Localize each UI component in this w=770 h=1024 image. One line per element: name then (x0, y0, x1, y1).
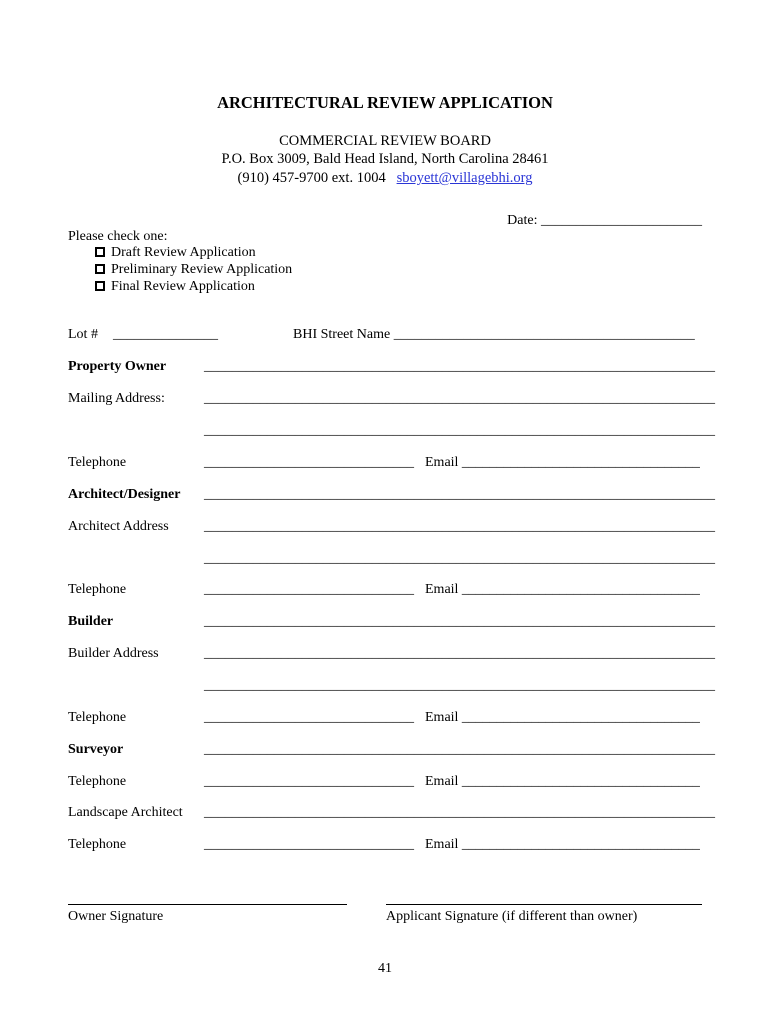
option-draft-label: Draft Review Application (111, 245, 256, 260)
builder-telephone-label: Telephone (68, 710, 127, 725)
mailing-address-input-2[interactable]: _________________________________________________________________________ (204, 423, 715, 438)
property-owner-label: Property Owner (68, 359, 167, 374)
applicant-signature-line[interactable] (386, 904, 702, 905)
surveyor-telephone-label: Telephone (68, 774, 127, 789)
lot-label: Lot # (68, 327, 98, 342)
check-prompt: Please check one: (68, 229, 168, 244)
option-final-label: Final Review Application (111, 279, 255, 294)
board-name: COMMERCIAL REVIEW BOARD (279, 133, 491, 149)
checkbox-preliminary[interactable] (95, 264, 105, 274)
email-link[interactable]: sboyett@villagebhi.org (396, 170, 533, 186)
contact-line (0, 171, 770, 186)
landscape-telephone-input[interactable]: ______________________________ (204, 837, 414, 852)
architect-address-input[interactable]: _________________________________________________________________________ (204, 519, 715, 534)
street-name-field[interactable]: BHI Street Name ___________________________________________ (293, 327, 695, 342)
builder-label: Builder (68, 614, 114, 629)
owner-telephone-input[interactable]: ______________________________ (204, 455, 414, 470)
builder-address-input-2[interactable]: _________________________________________________________________________ (204, 678, 715, 693)
landscape-telephone-label: Telephone (68, 837, 127, 852)
page-number: 41 (378, 961, 392, 976)
date-field[interactable]: Date: _______________________ (507, 213, 702, 228)
landscape-email-field[interactable]: Email __________________________________ (425, 837, 700, 852)
surveyor-label: Surveyor (68, 742, 124, 757)
architect-designer-label: Architect/Designer (68, 487, 181, 502)
surveyor-telephone-input[interactable]: ______________________________ (204, 774, 414, 789)
builder-email-field[interactable]: Email __________________________________ (425, 710, 700, 725)
architect-address-input-2[interactable]: _________________________________________________________________________ (204, 551, 715, 566)
owner-email-field[interactable]: Email __________________________________ (425, 455, 700, 470)
landscape-architect-label: Landscape Architect (68, 805, 183, 820)
architect-designer-input[interactable]: _________________________________________________________________________ (204, 487, 715, 502)
architect-telephone-input[interactable]: ______________________________ (204, 582, 414, 597)
architect-email-field[interactable]: Email __________________________________ (425, 582, 700, 597)
surveyor-input[interactable]: _________________________________________________________________________ (204, 742, 715, 757)
mailing-address-label: Mailing Address: (68, 391, 165, 406)
option-preliminary[interactable] (95, 263, 292, 277)
property-owner-input[interactable]: _________________________________________________________________________ (204, 359, 715, 374)
architect-telephone-label: Telephone (68, 582, 127, 597)
builder-input[interactable]: _________________________________________________________________________ (204, 614, 715, 629)
applicant-signature-label: Applicant Signature (if different than owner) (386, 909, 638, 924)
builder-telephone-input[interactable]: ______________________________ (204, 710, 414, 725)
mailing-address-input[interactable]: _________________________________________________________________________ (204, 391, 715, 406)
architect-address-label: Architect Address (68, 519, 169, 534)
owner-telephone-label: Telephone (68, 455, 127, 470)
builder-address-label: Builder Address (68, 646, 159, 661)
surveyor-email-field[interactable]: Email __________________________________ (425, 774, 700, 789)
checkbox-draft[interactable] (95, 247, 105, 257)
form-title: ARCHITECTURAL REVIEW APPLICATION (217, 93, 553, 112)
owner-signature-line[interactable] (68, 904, 347, 905)
option-final[interactable] (95, 280, 255, 294)
option-preliminary-label: Preliminary Review Application (111, 262, 293, 277)
landscape-architect-input[interactable]: _________________________________________________________________________ (204, 805, 715, 820)
lot-input[interactable]: _______________ (113, 327, 218, 342)
builder-address-input[interactable]: _________________________________________________________________________ (204, 646, 715, 661)
mailing-address-line: P.O. Box 3009, Bald Head Island, North Carolina 28461 (221, 151, 549, 167)
owner-signature-label: Owner Signature (68, 909, 164, 924)
phone-text: (910) 457-9700 ext. 1004 (237, 170, 386, 186)
checkbox-final[interactable] (95, 281, 105, 291)
option-draft[interactable] (95, 246, 256, 260)
